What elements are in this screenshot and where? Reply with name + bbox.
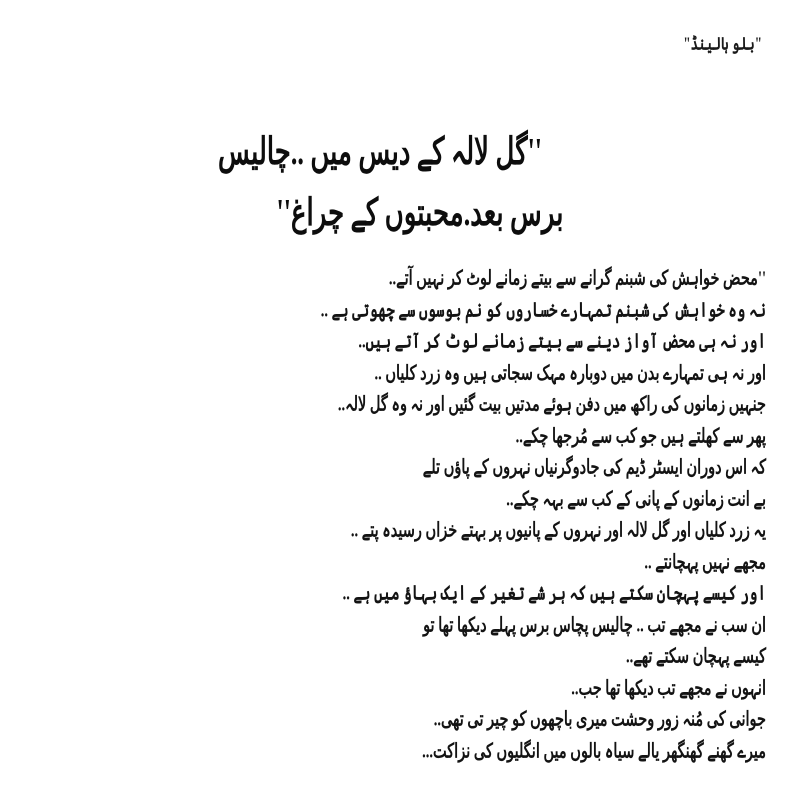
poem-body [66,267,766,763]
poem-title-line-2: برس بعد.محبتوں کے چراغ'' [276,191,564,234]
verse-line: کیسے پہچان سکتے تھے.. [625,645,766,668]
verse-line: کہ اس دوران ایسٹر ڈیم کی جادوگرنیاں نہروں کے پاؤں تلے [422,456,766,479]
running-header: "بلو ہالینڈ" [683,33,762,54]
verse-line: اور کیسے پہچان سکتے ہیں کہ ہر شے تغیر کے ایک بہاؤ میں ہے .. [342,582,766,605]
verse-line: میرے گھنے گھنگھر یالے سیاہ بالوں میں انگلیوں کی نزاکت... [422,740,766,763]
verse-line: جوانی کی مُنہ زور وحشت میری باچھوں کو چیر تی تھی.. [433,708,766,731]
verse-line: انہوں نے مجھے تب دیکھا تھا جب.. [571,677,766,700]
verse-line: پھر سے کھلتے ہیں جو کب سے مُرجھا چکے.. [515,425,766,448]
poem-title-line-1: ''گل لالہ کے دیس میں ..چالیس [217,130,543,173]
poem-title [0,130,800,234]
verse-line: اور نہ ہی محض آواز دینے سے بیتے زمانے لوٹ کر آتے ہیں.. [358,330,766,353]
verse-line: بے انت زمانوں کے پانی کے کب سے بہہ چکے.. [506,488,766,511]
verse-line: مجھے نہیں پہچانتے .. [644,551,766,574]
verse-line: ''محض خواہش کی شبنم گرانے سے بیتے زمانے لوٹ کر نہیں آتے.. [388,267,766,290]
verse-line: اور نہ ہی تمہارے بدن میں دوبارہ مہک سجاتی ہیں وہ زرد کلیاں .. [374,362,766,385]
verse-line: نہ وہ خواہش کی شبنم تمہارے خساروں کو نم بوسوں سے چھوتی ہے .. [320,299,766,322]
verse-line: یہ زرد کلیاں اور گل لالہ اور نہروں کے پانیوں پر بہتے خزاں رسیدہ پتے .. [350,519,766,542]
verse-line: ان سب نے مجھے تب .. چالیس پچاس برس پہلے دیکھا تھا تو [423,614,766,637]
verse-line: جنہیں زمانوں کی راکھ میں دفن ہوئے مدتیں بیت گئیں اور نہ وہ گل لالہ.. [337,393,766,416]
